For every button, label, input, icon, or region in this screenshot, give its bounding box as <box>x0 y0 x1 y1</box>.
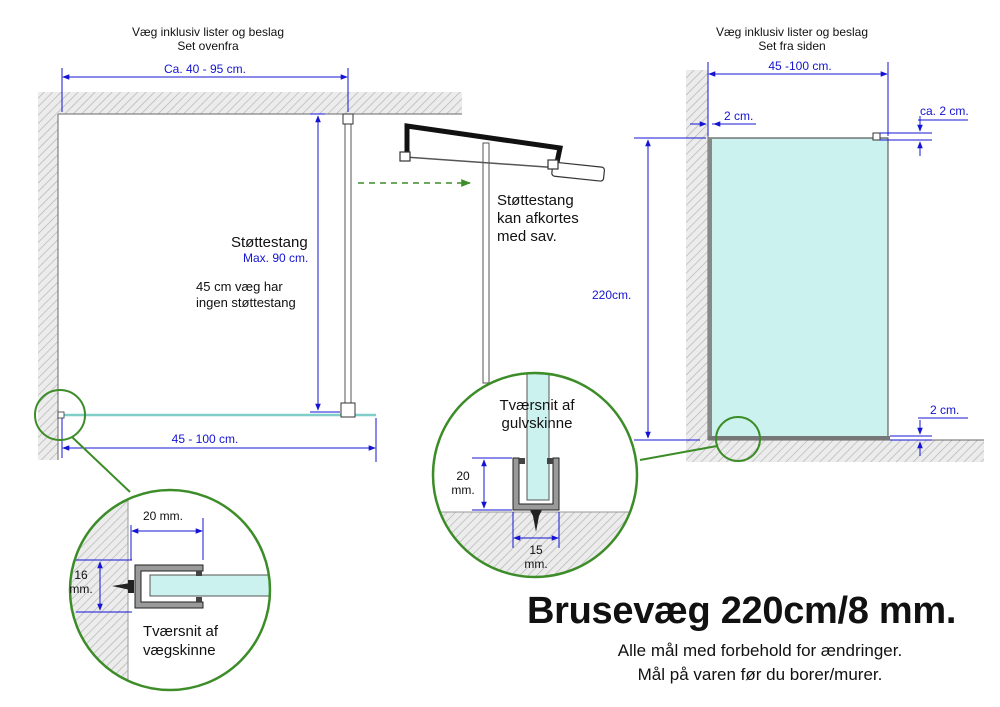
subline-2: Mål på varen før du borer/murer. <box>637 665 883 684</box>
support-max-label: Max. 90 cm. <box>243 251 309 265</box>
side-wall-hatch <box>686 70 708 440</box>
saw-note-line3: med sav. <box>497 228 557 245</box>
note-line1: 45 cm væg har <box>196 279 283 294</box>
glass-panel <box>711 138 888 437</box>
side-left-gap-label: 2 cm. <box>724 109 754 123</box>
floor-detail-caption-line2: gulvskinne <box>501 415 573 432</box>
saw-illustration <box>358 126 605 383</box>
side-view-title <box>687 26 897 54</box>
saw-note <box>497 192 579 246</box>
hacksaw-nut-left <box>400 152 410 161</box>
support-label: Støttestang <box>231 234 308 251</box>
top-view-title <box>103 26 313 54</box>
side-view <box>634 59 984 462</box>
support-rod-bottom-bracket <box>341 403 355 417</box>
subline-1: Alle mål med forbehold for ændringer. <box>617 641 903 660</box>
support-rod <box>345 120 351 412</box>
hacksaw-nut-right <box>548 160 558 169</box>
top-view-title-line2: Set ovenfra <box>177 38 239 53</box>
support-rod-top-bracket <box>343 114 353 124</box>
rod-bracket-side <box>873 133 880 140</box>
side-view-title-line2: Set fra siden <box>758 38 826 53</box>
hacksaw-handle <box>552 162 605 181</box>
top-width-label: Ca. 40 - 95 cm. <box>163 62 247 76</box>
wall-detail-caption <box>143 623 218 661</box>
wall-detail-height-line2: mm. <box>69 581 93 596</box>
floor-detail-width-line1: 15 <box>529 543 543 557</box>
side-bottom-gap-label: 2 cm. <box>930 403 960 417</box>
wall-top-hatch <box>38 92 462 114</box>
wall-detail-height-label <box>66 569 96 597</box>
wall-left-hatch <box>38 92 58 460</box>
floor-detail-width-label <box>517 544 555 572</box>
side-width-label: 45 -100 cm. <box>768 59 832 73</box>
top-view-title-line1: Væg inklusiv lister og beslag <box>131 25 285 39</box>
detail-gasket-bottom <box>196 597 202 602</box>
wall-rail-side <box>708 138 712 438</box>
detail-gasket-top <box>196 571 202 576</box>
dim-top-gap <box>880 116 968 156</box>
floor-detail-width-line2: mm. <box>524 556 548 571</box>
wall-detail-caption-line2: vægskinne <box>143 641 216 659</box>
detail-floor-glass <box>527 370 549 500</box>
side-height-label: 220cm. <box>592 288 632 302</box>
wall-detail-caption-line1: Tværsnit af <box>143 623 219 640</box>
wall-detail-width-label: 20 mm. <box>143 509 184 523</box>
floor-detail-caption <box>490 397 584 433</box>
cut-rod <box>483 143 489 383</box>
note-line2: ingen støttestang <box>196 295 296 310</box>
floor-rail-side <box>708 436 890 440</box>
headline: Brusevæg 220cm/8 mm. <box>527 590 957 632</box>
floor-detail-height-line2: mm. <box>451 482 475 497</box>
detail-glass <box>150 575 275 596</box>
bottom-width-label: 45 - 100 cm. <box>171 432 239 446</box>
floor-detail-height-line1: 20 <box>456 469 470 483</box>
wall-detail-height-line1: 16 <box>74 568 88 582</box>
floor-detail-caption-line1: Tværsnit af <box>499 397 575 414</box>
saw-note-line1: Støttestang <box>497 192 574 209</box>
side-view-title-line1: Væg inklusiv lister og beslag <box>715 25 869 39</box>
glass-end-clip <box>58 412 64 418</box>
saw-note-line2: kan afkortes <box>497 210 579 227</box>
side-top-gap-label: ca. 2 cm. <box>920 104 969 118</box>
dim-support-height <box>310 114 340 412</box>
floor-detail-height-label <box>448 470 478 498</box>
